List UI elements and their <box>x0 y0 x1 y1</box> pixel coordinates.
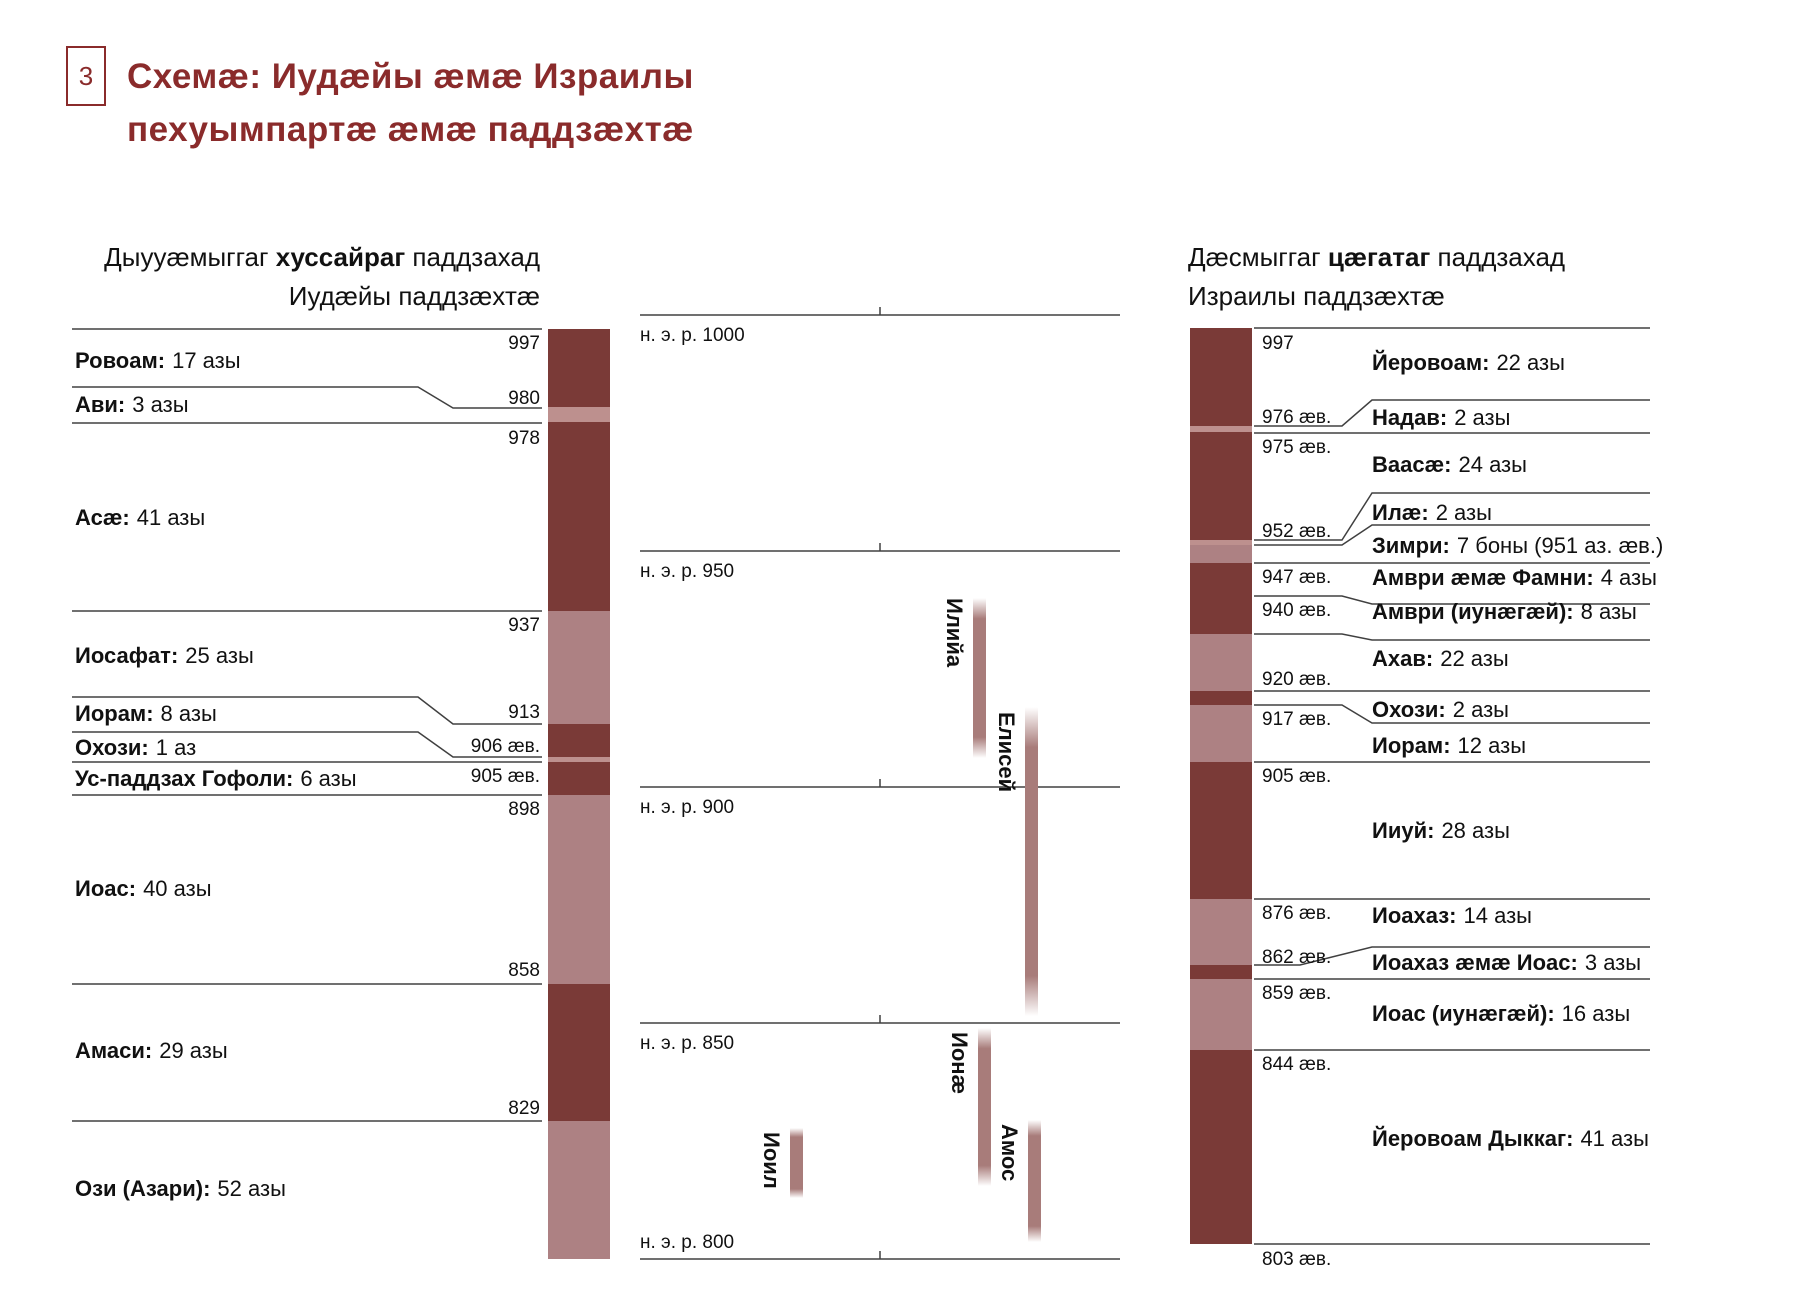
judah-date: 898 <box>508 799 540 820</box>
israel-date: 905 æв. <box>1262 766 1332 787</box>
judah-date: 905 æв. <box>470 766 540 787</box>
bar-segment <box>1190 762 1252 899</box>
king-label: Ус-паддзах Гофоли: 6 азы <box>75 766 357 791</box>
prophet-label: Иоил <box>759 1132 784 1189</box>
king-label: Амаси: 29 азы <box>75 1038 228 1063</box>
title-line-2: пехуымпартæ æмæ паддзæхтæ <box>127 110 694 149</box>
bar-segment <box>548 795 610 984</box>
judah-date: 858 <box>508 960 540 981</box>
bar-segment <box>1190 545 1252 563</box>
king-label: Ровоам: 17 азы <box>75 348 241 373</box>
king-label: Охози: 1 аз <box>75 735 197 760</box>
king-label: Илæ: 2 азы <box>1372 500 1492 525</box>
bar-segment <box>548 724 610 757</box>
prophet-label: Амос <box>997 1124 1022 1182</box>
prophet-label: Илийа <box>942 598 967 668</box>
bar-segment <box>548 422 610 611</box>
bar-segment <box>1190 432 1252 540</box>
bar-segment <box>1190 691 1252 705</box>
judah-date: 937 <box>508 615 540 636</box>
timeline-label: н. э. р. 900 <box>640 797 735 818</box>
timeline-label: н. э. р. 1000 <box>640 325 745 346</box>
israel-date: 947 æв. <box>1262 567 1332 588</box>
king-label: Иосафат: 25 азы <box>75 643 254 668</box>
judah-date: 997 <box>508 333 540 354</box>
prophet-label: Ионæ <box>947 1032 972 1095</box>
israel-date: 862 æв. <box>1262 947 1332 968</box>
israel-date: 952 æв. <box>1262 521 1332 542</box>
bar-segment <box>1190 965 1252 979</box>
bar-segment <box>548 984 610 1121</box>
king-label: Охози: 2 азы <box>1372 697 1509 722</box>
israel-date: 940 æв. <box>1262 600 1332 621</box>
prophet-bar-joel <box>790 1128 803 1198</box>
judah-date: 980 <box>508 388 540 409</box>
israel-date: 976 æв. <box>1262 407 1332 428</box>
israel-date: 975 æв. <box>1262 437 1332 458</box>
bar-segment <box>1190 328 1252 426</box>
prophet-bar-jonah <box>978 1028 991 1186</box>
judah-date: 913 <box>508 702 540 723</box>
king-label: Иоахаз: 14 азы <box>1372 903 1532 928</box>
bar-segment <box>1190 705 1252 762</box>
bar-segment <box>548 407 610 422</box>
bar-segment <box>548 611 610 724</box>
bar-segment <box>548 1121 610 1259</box>
israel-date: 844 æв. <box>1262 1054 1332 1075</box>
bar-segment <box>1190 634 1252 691</box>
bar-segment <box>548 329 610 407</box>
king-label: Амври (иунæгæй): 8 азы <box>1372 599 1637 624</box>
king-label: Иоахаз æмæ Иоас: 3 азы <box>1372 950 1642 975</box>
israel-date: 920 æв. <box>1262 669 1332 690</box>
prophet-bar-elisha <box>1025 707 1038 1016</box>
king-label: Иоас: 40 азы <box>75 876 212 901</box>
israel-column-subheader: Израилы паддзæхтæ <box>1188 281 1445 311</box>
timeline-label: н. э. р. 850 <box>640 1033 735 1054</box>
king-label: Йеровоам Дыккаг: 41 азы <box>1372 1126 1649 1151</box>
bar-segment <box>1190 899 1252 965</box>
king-label: Асæ: 41 азы <box>75 505 206 530</box>
judah-date: 978 <box>508 428 540 449</box>
king-label: Иорам: 12 азы <box>1372 733 1527 758</box>
prophet-bar-elijah <box>973 598 986 758</box>
king-label: Надав: 2 азы <box>1372 405 1511 430</box>
israel-date: 876 æв. <box>1262 903 1332 924</box>
prophet-label: Елисей <box>994 712 1019 793</box>
king-label: Йеровоам: 22 азы <box>1372 350 1565 375</box>
king-label: Ииуй: 28 азы <box>1372 818 1510 843</box>
bar-segment <box>1190 563 1252 634</box>
prophet-bar-amos <box>1028 1120 1041 1242</box>
judah-column-subheader: Иудæйы паддзæхтæ <box>288 281 540 311</box>
chart-number-badge: 3 <box>66 46 106 106</box>
judah-date: 906 æв. <box>470 736 540 757</box>
king-label: Иоас (иунæгæй): 16 азы <box>1372 1001 1631 1026</box>
bar-segment <box>548 762 610 795</box>
king-label: Зимри: 7 боны (951 аз. æв.) <box>1372 533 1664 558</box>
bar-segment <box>1190 979 1252 1050</box>
king-label: Ози (Азари): 52 азы <box>75 1176 286 1201</box>
israel-date: 917 æв. <box>1262 709 1332 730</box>
bar-segment <box>1190 1050 1252 1244</box>
timeline-label: н. э. р. 800 <box>640 1232 735 1253</box>
judah-date: 829 <box>508 1098 540 1119</box>
timeline-label: н. э. р. 950 <box>640 561 735 582</box>
judah-column-header: Дыууæмыггаг хуссайраг паддзахад Иудæйы паддзæхтæ <box>104 238 540 316</box>
king-label: Амври æмæ Фамни: 4 азы <box>1372 565 1657 590</box>
israel-date: 803 æв. <box>1262 1249 1332 1270</box>
israel-column-header: Дæсмыггаг цæгатаг паддзахад Израилы паддзæхтæ <box>1188 238 1565 316</box>
page-title <box>127 50 694 156</box>
king-label: Ваасæ: 24 азы <box>1372 452 1527 477</box>
king-label: Ави: 3 азы <box>75 392 189 417</box>
king-label: Иорам: 8 азы <box>75 701 217 726</box>
israel-date: 997 <box>1262 333 1294 354</box>
title-line-1: Схемæ: Иудæйы æмæ Израилы <box>127 57 694 96</box>
israel-date: 859 æв. <box>1262 983 1332 1004</box>
king-label: Ахав: 22 азы <box>1372 646 1509 671</box>
